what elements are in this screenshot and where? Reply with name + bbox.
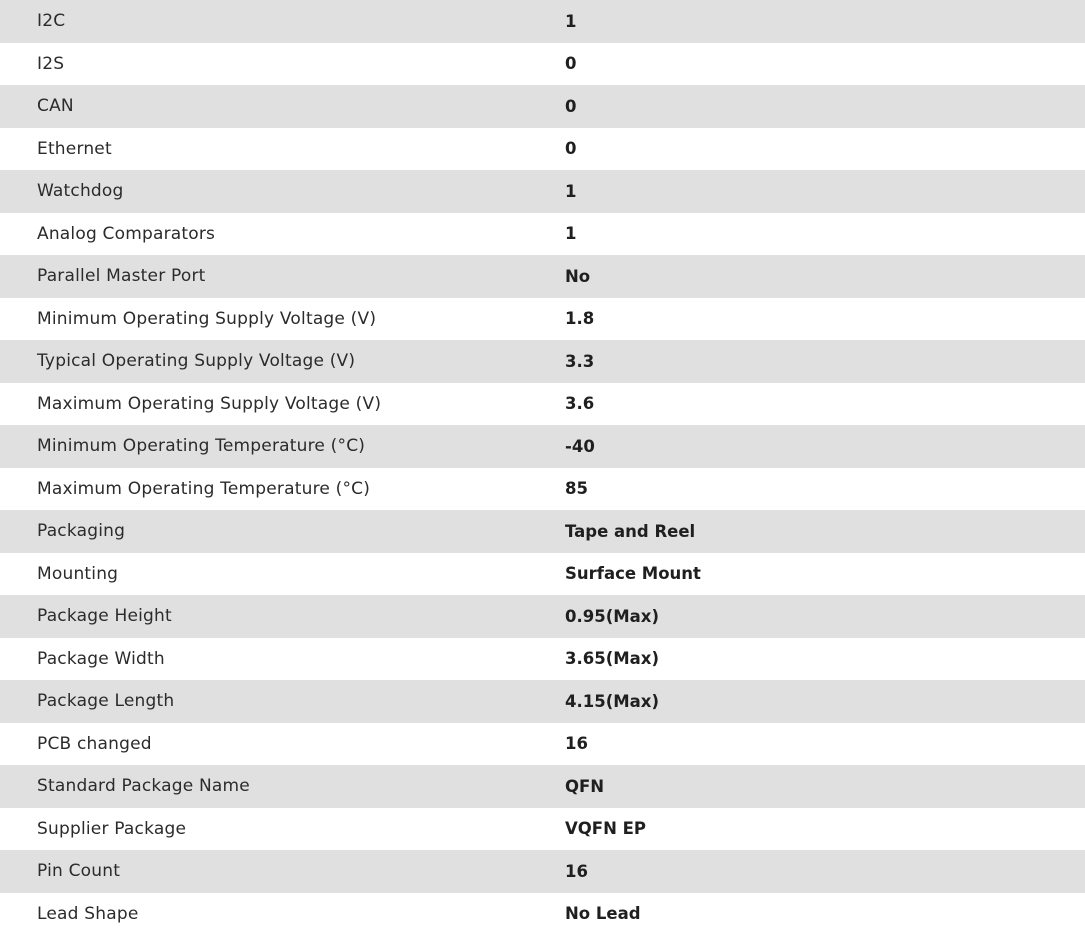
table-row [0, 340, 1085, 383]
spec-label: Pin Count [0, 850, 565, 893]
spec-label: Typical Operating Supply Voltage (V) [0, 340, 565, 383]
spec-label: Lead Shape [0, 893, 565, 935]
spec-label: Supplier Package [0, 808, 565, 851]
spec-value: 1 [565, 170, 1085, 213]
table-row [0, 765, 1085, 808]
spec-value: Surface Mount [565, 553, 1085, 596]
spec-label: Parallel Master Port [0, 255, 565, 298]
spec-value: 1.8 [565, 298, 1085, 341]
spec-value: 3.6 [565, 383, 1085, 426]
table-row [0, 213, 1085, 256]
spec-value: 0 [565, 128, 1085, 171]
spec-value: No Lead [565, 893, 1085, 935]
spec-value: Tape and Reel [565, 510, 1085, 553]
spec-label: Minimum Operating Supply Voltage (V) [0, 298, 565, 341]
spec-value: 3.3 [565, 340, 1085, 383]
table-row [0, 723, 1085, 766]
spec-label: Analog Comparators [0, 213, 565, 256]
table-row [0, 468, 1085, 511]
spec-value: 85 [565, 468, 1085, 511]
spec-value: 1 [565, 213, 1085, 256]
table-row [0, 808, 1085, 851]
table-row [0, 383, 1085, 426]
spec-label: I2C [0, 0, 565, 43]
table-row [0, 85, 1085, 128]
spec-label: I2S [0, 43, 565, 86]
table-row [0, 255, 1085, 298]
spec-value: -40 [565, 425, 1085, 468]
table-row [0, 425, 1085, 468]
table-row [0, 510, 1085, 553]
spec-value: 1 [565, 0, 1085, 43]
table-row [0, 0, 1085, 43]
spec-label: Standard Package Name [0, 765, 565, 808]
spec-value: 3.65(Max) [565, 638, 1085, 681]
spec-value: No [565, 255, 1085, 298]
table-row [0, 680, 1085, 723]
spec-label: Package Height [0, 595, 565, 638]
spec-label: CAN [0, 85, 565, 128]
table-row [0, 595, 1085, 638]
spec-label: Packaging [0, 510, 565, 553]
spec-label: Ethernet [0, 128, 565, 171]
spec-label: Watchdog [0, 170, 565, 213]
spec-value: 0 [565, 43, 1085, 86]
spec-value: VQFN EP [565, 808, 1085, 851]
spec-value: 0.95(Max) [565, 595, 1085, 638]
spec-label: Package Width [0, 638, 565, 681]
spec-label: Package Length [0, 680, 565, 723]
table-row [0, 893, 1085, 935]
spec-label: Maximum Operating Supply Voltage (V) [0, 383, 565, 426]
table-row [0, 43, 1085, 86]
table-row [0, 298, 1085, 341]
table-row [0, 170, 1085, 213]
spec-label: PCB changed [0, 723, 565, 766]
spec-label: Minimum Operating Temperature (°C) [0, 425, 565, 468]
table-row [0, 553, 1085, 596]
table-row [0, 128, 1085, 171]
spec-value: 4.15(Max) [565, 680, 1085, 723]
spec-label: Mounting [0, 553, 565, 596]
spec-label: Maximum Operating Temperature (°C) [0, 468, 565, 511]
table-row [0, 850, 1085, 893]
table-row [0, 638, 1085, 681]
spec-value: QFN [565, 765, 1085, 808]
spec-value: 16 [565, 850, 1085, 893]
spec-value: 0 [565, 85, 1085, 128]
spec-value: 16 [565, 723, 1085, 766]
